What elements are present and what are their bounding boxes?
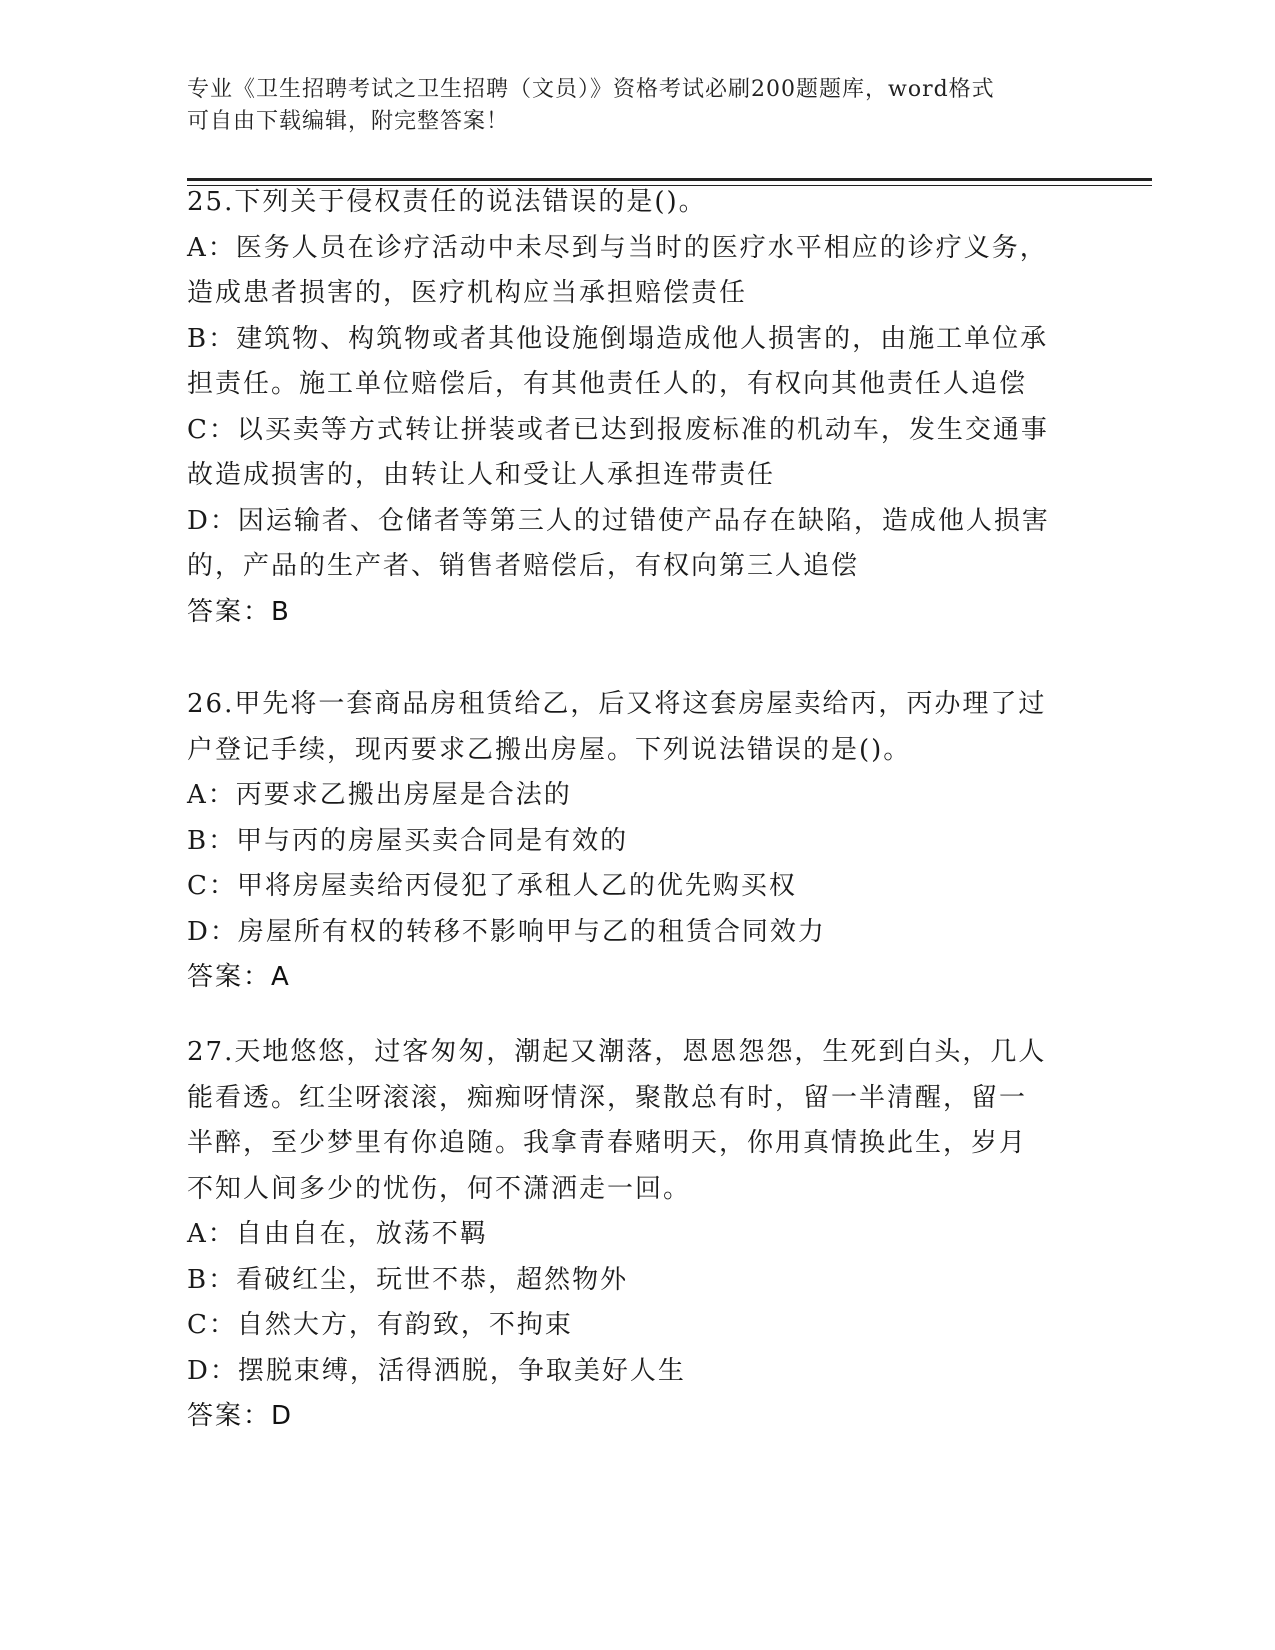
option-c-continued: 故造成损害的，由转让人和受让人承担连带责任 — [187, 460, 776, 490]
header-line: 专业《卫生招聘考试之卫生招聘（文员）》资格考试必刷200题题库，word格式 — [187, 77, 995, 102]
answer-label: 答案：B — [187, 596, 291, 627]
option-b: B：甲与丙的房屋买卖合同是有效的 — [187, 825, 629, 856]
option-a: A：丙要求乙搬出房屋是合法的 — [187, 780, 572, 810]
option-d: D：房屋所有权的转移不影响甲与乙的租赁合同效力 — [187, 916, 826, 947]
option-d-continued: 的，产品的生产者、销售者赔偿后，有权向第三人追偿 — [187, 551, 860, 581]
option-a-continued: 造成患者损害的，医疗机构应当承担赔偿责任 — [187, 278, 748, 308]
question-text: 25.下列关于侵权责任的说法错误的是()。 — [187, 187, 707, 217]
answer-label: 答案：D — [187, 1401, 294, 1431]
option-c: C：以买卖等方式转让拼装或者已达到报废标准的机动车，发生交通事 — [187, 414, 1049, 445]
option-c: C：自然大方，有韵致，不拘束 — [187, 1310, 573, 1340]
question-text-continued: 能看透。红尘呀滚滚，痴痴呀情深，聚散总有时，留一半清醒，留一 — [187, 1082, 1028, 1113]
answer-label: 答案：A — [187, 962, 291, 992]
option-d: D：因运输者、仓储者等第三人的过错使产品存在缺陷，造成他人损害 — [187, 505, 1050, 536]
question-text-continued: 不知人间多少的忧伤，何不潇洒走一回。 — [187, 1173, 692, 1204]
question-27 — [187, 1030, 1087, 1440]
option-b-continued: 担责任。施工单位赔偿后，有其他责任人的，有权向其他责任人追偿 — [187, 369, 1028, 399]
header-line: 可自由下载编辑，附完整答案！ — [187, 109, 510, 134]
document-header — [187, 74, 1067, 138]
question-text: 26.甲先将一套商品房租赁给乙，后又将这套房屋卖给丙，丙办理了过 — [187, 689, 1047, 719]
question-25 — [187, 180, 1087, 635]
option-a: A：医务人员在诊疗活动中未尽到与当时的医疗水平相应的诊疗义务， — [187, 232, 1048, 263]
question-text-continued: 户登记手续，现丙要求乙搬出房屋。下列说法错误的是()。 — [187, 734, 912, 765]
option-b: B：建筑物、构筑物或者其他设施倒塌造成他人损害的，由施工单位承 — [187, 323, 1049, 354]
option-b: B：看破红尘，玩世不恭，超然物外 — [187, 1264, 629, 1295]
option-d: D：摆脱束缚，活得洒脱，争取美好人生 — [187, 1355, 686, 1386]
question-26 — [187, 682, 1087, 1001]
option-c: C：甲将房屋卖给丙侵犯了承租人乙的优先购买权 — [187, 871, 797, 901]
question-text: 27.天地悠悠，过客匆匆，潮起又潮落，恩恩怨怨，生死到白头，几人 — [187, 1037, 1047, 1067]
option-a: A：自由自在，放荡不羁 — [187, 1219, 488, 1249]
question-text-continued: 半醉，至少梦里有你追随。我拿青春赌明天，你用真情换此生，岁月 — [187, 1128, 1028, 1158]
